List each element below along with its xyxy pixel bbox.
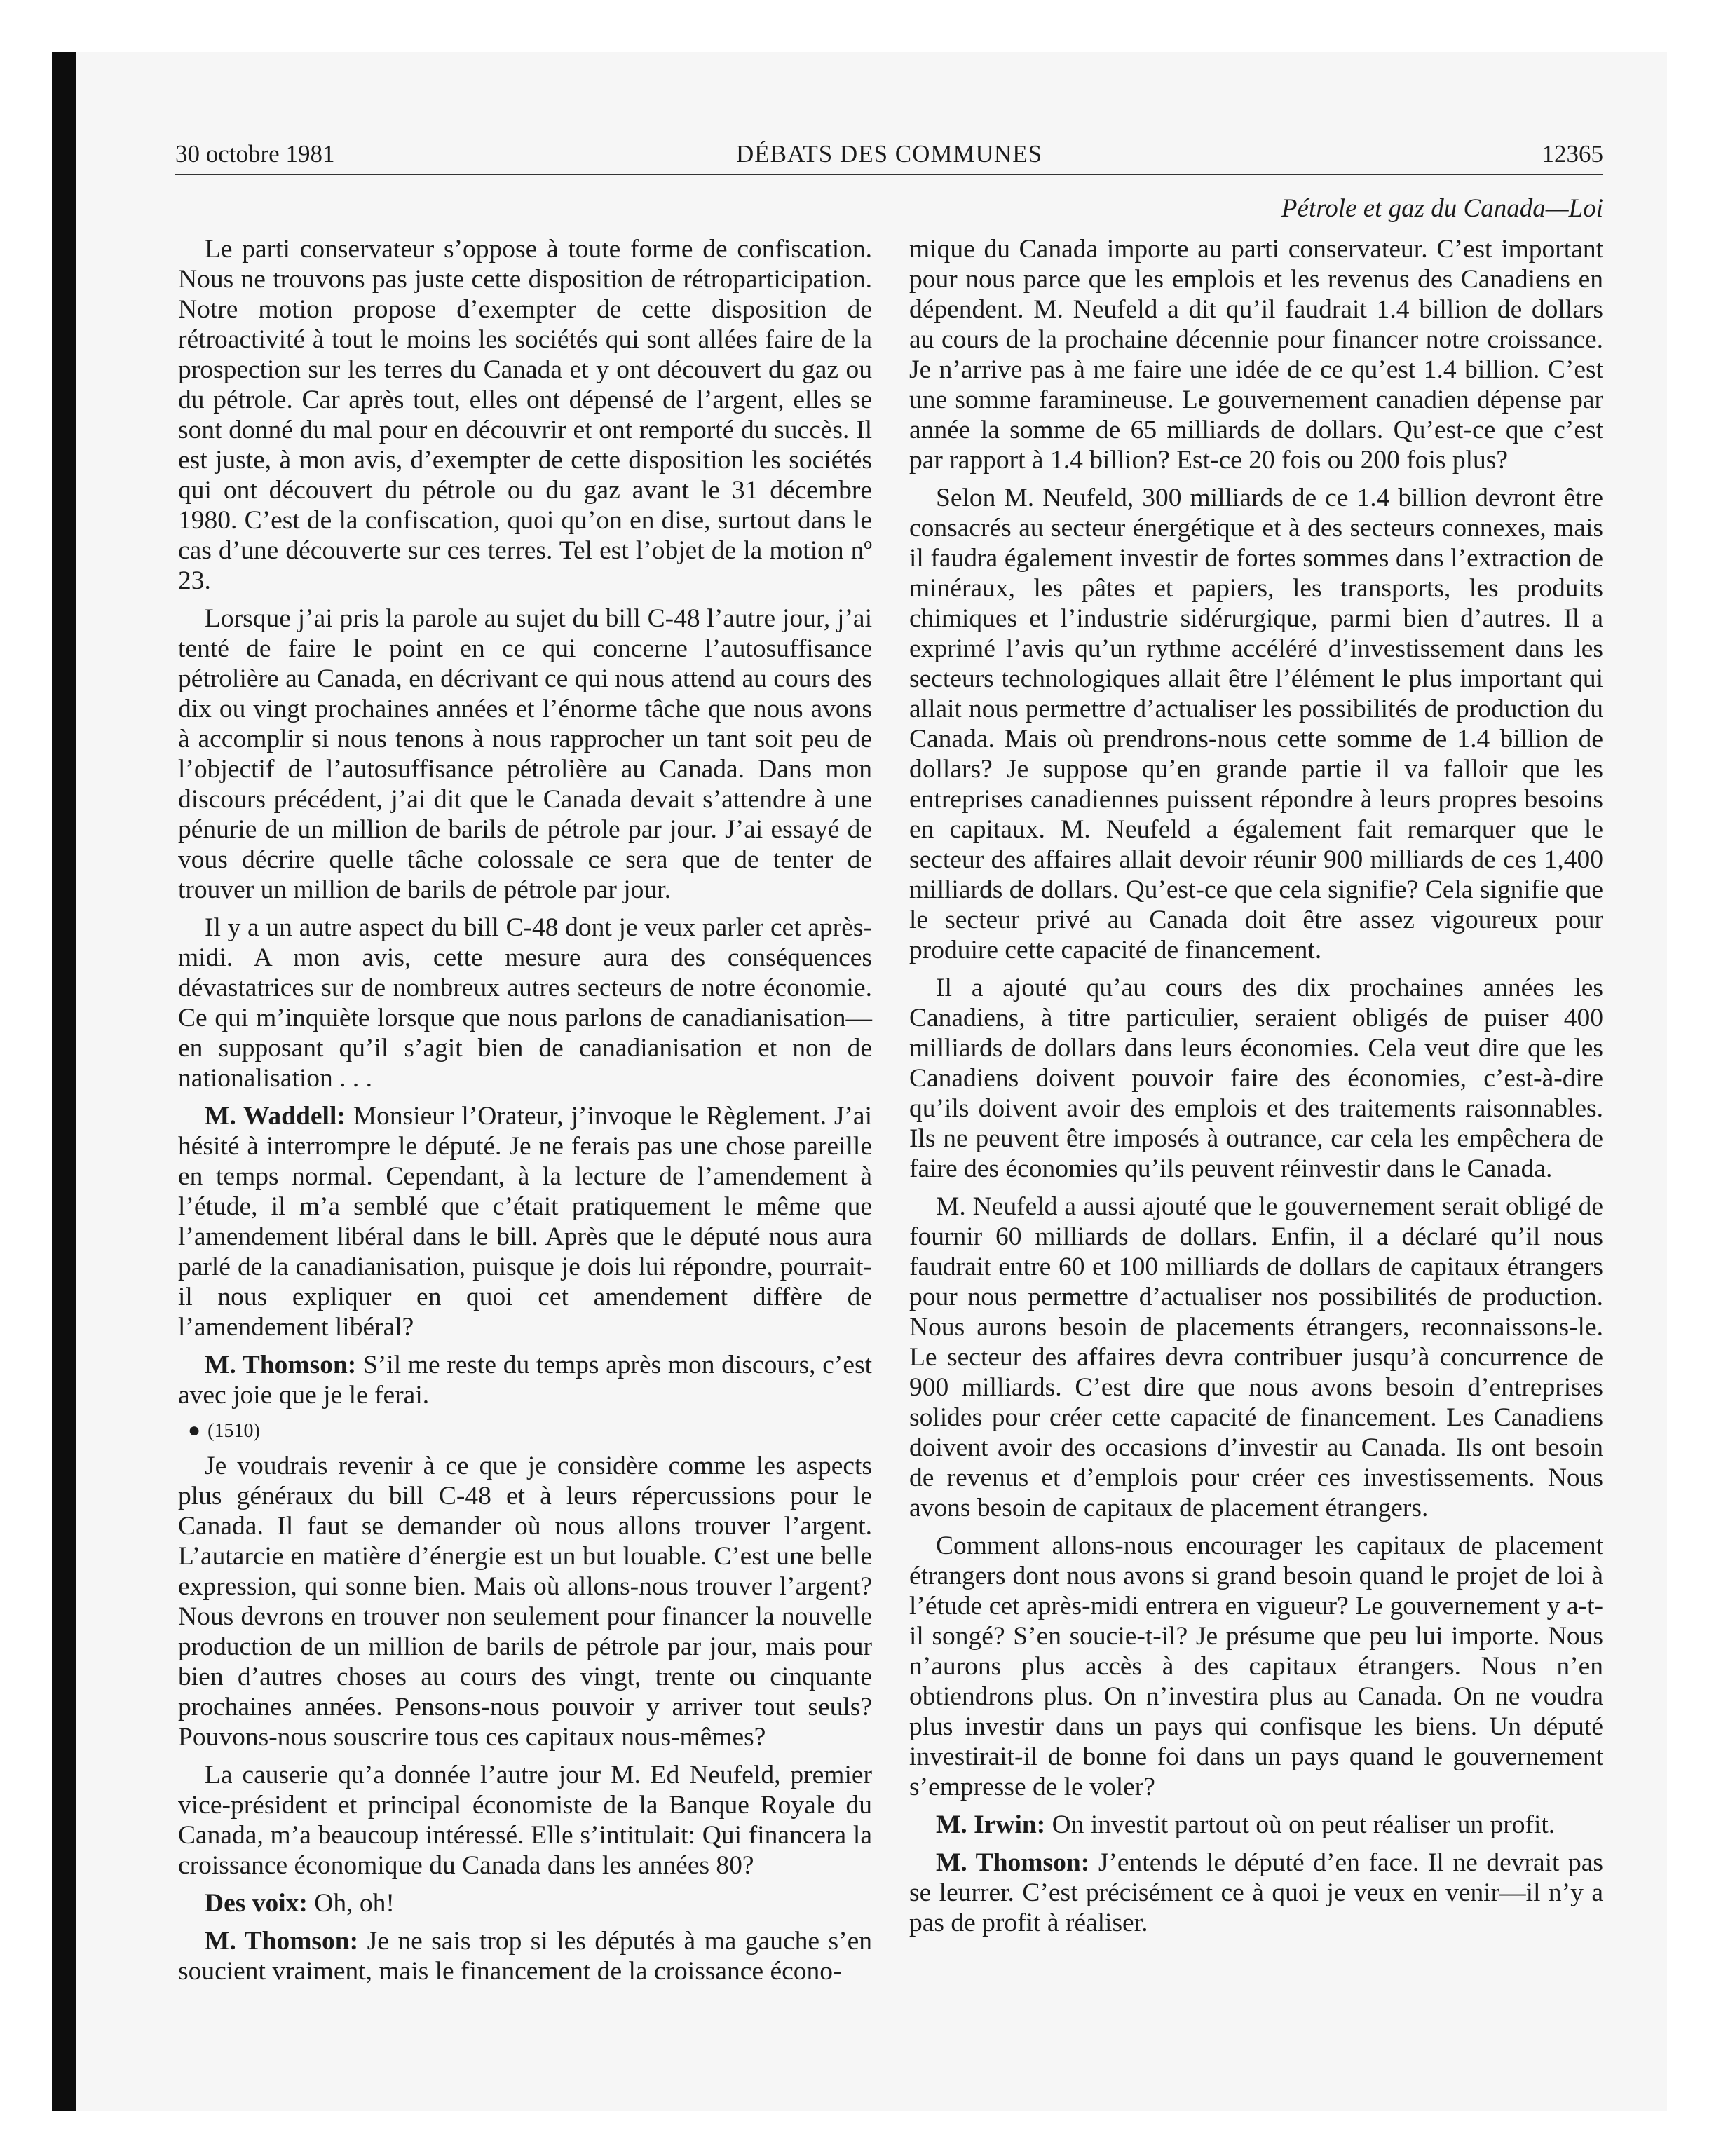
bullet-icon: ● xyxy=(188,1419,201,1442)
paragraph: Il y a un autre aspect du bill C-48 dont je veux parler cet après-midi. A mon avis, cette mesure aura des conséquences dévastatrices sur de nombreux autres secteurs de notre économie. Ce qui m’inquiète lorsque que nous parlons de canadianisation—en supposant qu’il s’agit bien de canadianisation et non de nationalisation . . . xyxy=(178,913,872,1093)
speech-paragraph xyxy=(909,1848,1603,1938)
speaker-name: Des voix: xyxy=(205,1889,308,1918)
right-column xyxy=(909,234,1603,1946)
speech-text: J’entends le député d’en face. Il ne devrait pas se leurrer. C’est précisément ce à quoi je veux en venir—il n’y a pas de profit à réaliser. xyxy=(909,1848,1604,1937)
speech-text: Monsieur l’Orateur, j’invoque le Règlement. J’ai hésité à interrompre le député. Je ne ferais pas une chose pareille en temps normal. Cependant, à la lecture de l’amendement à l’étude, il m’a semblé que c’était pratiquement le même que l’amendement libéral dans le bill. Après que le député nous aura parlé de la canadianisation, puisque je dois lui répondre, pourrait-il nous expliquer en quoi cet amendement diffère de l’amendement libéral? xyxy=(178,1102,872,1342)
header-date: 30 octobre 1981 xyxy=(175,140,335,168)
speaker-name: M. Irwin: xyxy=(936,1810,1046,1839)
scan-edge xyxy=(52,52,76,2111)
speech-paragraph xyxy=(909,1810,1603,1840)
header-title: DÉBATS DES COMMUNES xyxy=(735,140,1043,168)
paragraph: Il a ajouté qu’au cours des dix prochaines années les Canadiens, à titre particulier, seraient obligés de puiser 400 milliards de dollars dans leurs économies. Cela veut dire que les Canadiens doivent pouvoir faire des économies, c’est-à-dire qu’ils doivent avoir des emplois et des traitements raisonnables. Ils ne peuvent être imposés à outrance, car cela les empêchera de faire des économies qu’ils peuvent réinvestir dans le Canada. xyxy=(909,974,1603,1183)
paragraph: Selon M. Neufeld, 300 milliards de ce 1.4 billion devront être consacrés au secteur énergétique et à des secteurs connexes, mais il faudra également investir de fortes sommes dans l’extraction de minéraux, les pâtes et papiers, les transports, les produits chimiques et l’industrie sidérurgique, parmi bien d’autres. Il a exprimé l’avis qu’un rythme accéléré d’investissement dans les secteurs technologiques allait être l’élément le plus important qui allait nous permettre d’actualiser les possibilités de production du Canada. Mais où prendrons-nous cette somme de 1.4 billion de dollars? Je suppose qu’en grande partie il va falloir que les entreprises canadiennes puissent répondre à leurs propres besoins en capitaux. M. Neufeld a également fait remarquer que le secteur des affaires allait devoir réunir 900 milliards de ces 1,400 milliards de dollars. Qu’est-ce que cela signifie? Cela signifie que le secteur privé au Canada doit être assez vigoureux pour produire cette capacité de financement. xyxy=(909,484,1603,964)
speech-paragraph xyxy=(178,1926,872,1986)
header-rule xyxy=(175,174,1603,175)
paragraph: La causerie qu’a donnée l’autre jour M. Ed Neufeld, premier vice-président et principal économiste de la Banque Royale du Canada, m’a beaucoup intéressé. Elle s’intitulait: Qui financera la croissance économique du Canada dans les années 80? xyxy=(178,1761,872,1880)
speaker-name: M. Thomson: xyxy=(205,1351,357,1379)
running-head: Pétrole et gaz du Canada—Loi xyxy=(1281,194,1603,223)
speech-paragraph xyxy=(178,1350,872,1410)
timestamp: (1510) xyxy=(207,1420,260,1442)
speech-text: On investit partout où on peut réaliser un profit. xyxy=(1052,1810,1556,1839)
speech-text: S’il me reste du temps après mon discours, c’est avec joie que je le ferai. xyxy=(178,1351,872,1410)
speaker-name: M. Thomson: xyxy=(205,1927,359,1956)
paragraph: Le parti conservateur s’oppose à toute forme de confiscation. Nous ne trouvons pas juste cette disposition de rétroparticipation. Notre motion propose d’exempter de cette disposition de rétroactivité à tout le moins les sociétés qui sont allées faire de la prospection sur les terres du Canada et y ont découvert du gaz ou du pétrole. Car après tout, elles ont dépensé de l’argent, elles se sont donné du mal pour en découvrir et ont remporté du succès. Il est juste, à mon avis, d’exempter de cette disposition les sociétés qui ont découvert du pétrole ou du gaz avant le 31 décembre 1980. C’est de la confiscation, quoi qu’on en dise, surtout dans le cas d’une découverte sur ces terres. Tel est l’objet de la motion nº 23. xyxy=(178,235,872,595)
paragraph: mique du Canada importe au parti conservateur. C’est important pour nous parce que les emplois et les revenus des Canadiens en dépendent. M. Neufeld a dit qu’il faudrait 1.4 billion de dollars au cours de la prochaine décennie pour financer notre croissance. Je n’arrive pas à me faire une idée de ce qu’est 1.4 billion. C’est une somme faramineuse. Le gouvernement canadien dépense par année la somme de 65 milliards de dollars. Qu’est-ce que c’est par rapport à 1.4 billion? Est-ce 20 fois ou 200 fois plus? xyxy=(909,235,1603,475)
speech-paragraph xyxy=(178,1101,872,1342)
left-column xyxy=(178,234,872,1994)
speaker-name: M. Waddell: xyxy=(205,1102,346,1131)
paragraph: Lorsque j’ai pris la parole au sujet du bill C-48 l’autre jour, j’ai tenté de faire le point en ce qui concerne l’autosuffisance pétrolière au Canada, en décrivant ce qui nous attend au cours des dix ou vingt prochaines années et l’énorme tâche que nous avons à accomplir si nous tenons à nous rapprocher un tant soit peu de l’objectif de l’autosuffisance pétrolière au Canada. Dans mon discours précédent, j’ai dit que le Canada devait s’attendre à une pénurie de un million de barils de pétrole par jour. J’ai essayé de vous décrire quelle tâche colossale ce sera que de tenter de trouver un million de barils de pétrole par jour. xyxy=(178,604,872,904)
speech-paragraph xyxy=(178,1888,872,1918)
paragraph: Je voudrais revenir à ce que je considère comme les aspects plus généraux du bill C-48 et à leurs répercussions pour le Canada. Il faut se demander où nous allons trouver l’argent. L’autarcie en matière d’énergie est un but louable. C’est une belle expression, qui sonne bien. Mais où allons-nous trouver l’argent? Nous devrons en trouver non seulement pour financer la nouvelle production de un million de barils de pétrole par jour, mais pour bien d’autres choses au cours des vingt, trente ou cinquante prochaines années. Pensons-nous pouvoir y arriver tout seuls? Pouvons-nous souscrire tous ces capitaux nous-mêmes? xyxy=(178,1452,872,1752)
speaker-name: M. Thomson: xyxy=(936,1848,1090,1877)
paragraph: Comment allons-nous encourager les capitaux de placement étrangers dont nous avons si grand besoin quand le projet de loi à l’étude cet après-midi entrera en vigueur? Le gouvernement y a-t-il songé? S’en soucie-t-il? Je présume que peu lui importe. Nous n’aurons plus accès à des capitaux étrangers. Nous n’en obtiendrons plus. On n’investira plus au Canada. On ne voudra plus investir dans un pays qui confisque les biens. Un député investirait-il de bonne foi dans un pays quand le gouvernement s’empresse de le voler? xyxy=(909,1531,1603,1801)
speech-text: Oh, oh! xyxy=(314,1889,395,1918)
timestamp-marker xyxy=(188,1418,872,1444)
header-page-number: 12365 xyxy=(1542,140,1603,168)
paragraph: M. Neufeld a aussi ajouté que le gouvernement serait obligé de fournir 60 milliards de dollars. Enfin, il a déclaré qu’il nous faudrait entre 60 et 100 milliards de dollars de capitaux étrangers pour nous permettre d’actualiser nos possibilités de production. Nous aurons besoin de placements étrangers, reconnaissons-le. Le secteur des affaires devra contribuer jusqu’à concurrence de 900 milliards. C’est dire que nous avons besoin d’entreprises solides pour créer cette capacité de financement. Les Canadiens doivent avoir des occasions d’investir au Canada. Ils ont besoin de revenus et d’emplois pour créer ces investissements. Nous avons besoin de capitaux de placement étrangers. xyxy=(909,1192,1603,1522)
page-header xyxy=(175,140,1603,177)
speech-text: Je ne sais trop si les députés à ma gauche s’en soucient vraiment, mais le financement de la croissance écono- xyxy=(178,1927,873,1986)
